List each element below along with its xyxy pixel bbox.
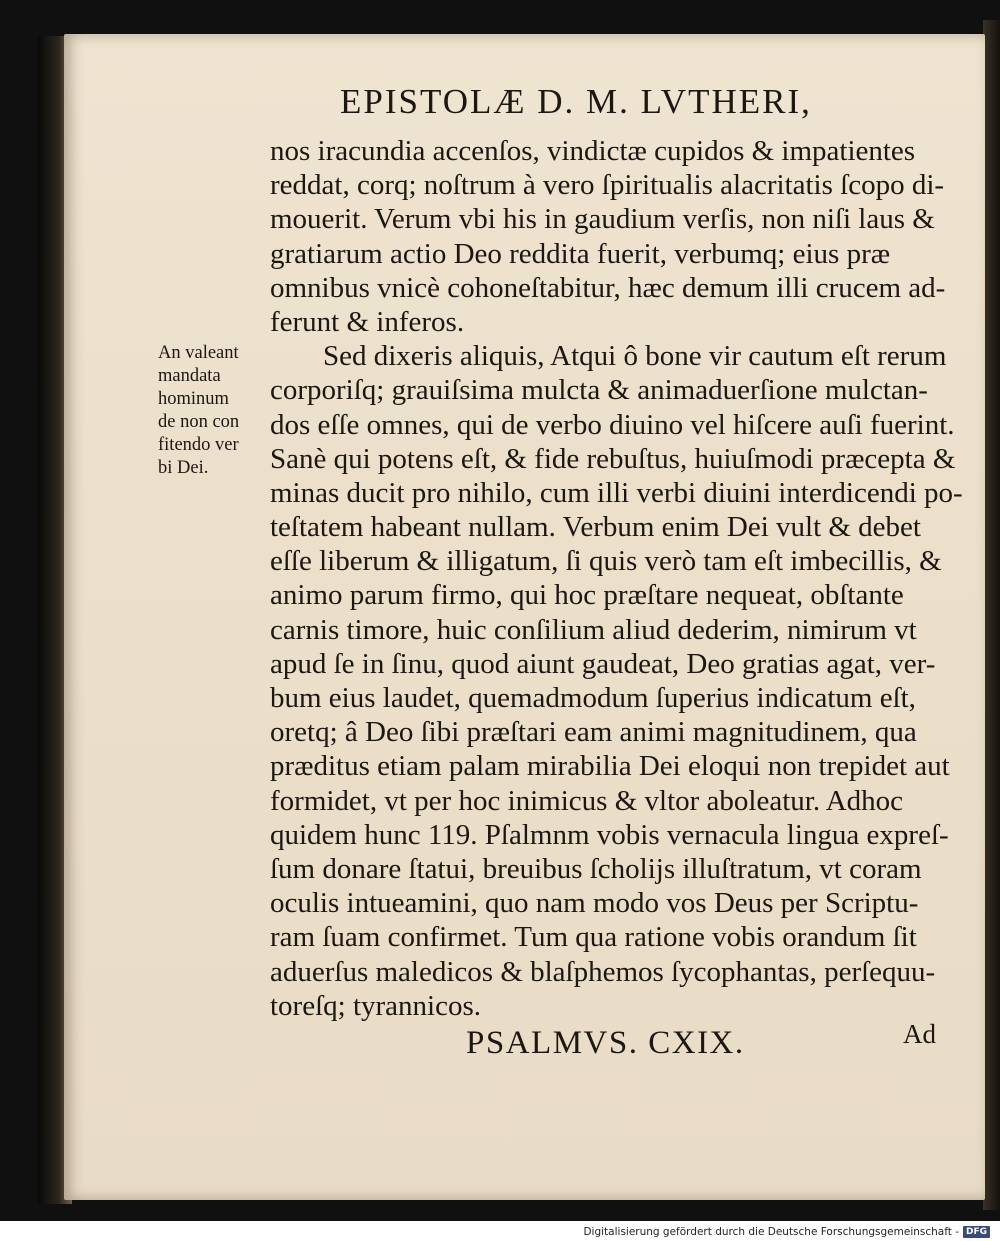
margin-note-line: de non con — [158, 412, 240, 432]
page-edge-strip — [983, 20, 1000, 1210]
text-line: toreſq; tyrannicos. — [270, 989, 482, 1022]
text-line: aduerſus maledicos & blaſphemos ſycophantas, perſequu- — [270, 955, 936, 988]
margin-note-line: fitendo ver — [158, 435, 239, 455]
body-text — [270, 134, 963, 1023]
text-line: ſum donare ſtatui, breuibus ſcholijs illuſtratum, vt coram — [270, 852, 922, 885]
text-line: ram ſuam confirmet. Tum qua ratione vobis orandum ſit — [270, 921, 917, 954]
text-line: ferunt & inferos. — [270, 305, 465, 338]
text-line: corporiſq; grauiſsima mulcta & animaduerſione mulctan- — [270, 374, 928, 407]
catchword: Ad — [903, 1019, 936, 1049]
margin-note-line: mandata — [158, 366, 221, 386]
text-line: animo parum firmo, qui hoc præſtare nequeat, obſtante — [270, 579, 904, 612]
text-line: minas ducit pro nihilo, cum illi verbi diuini interdicendi po- — [270, 476, 963, 509]
running-head: EPISTOLÆ D. M. LVTHERI, — [340, 82, 812, 121]
text-line: formidet, vt per hoc inimicus & vltor aboleatur. Adhoc — [270, 784, 904, 817]
text-line: oculis intueamini, quo nam modo vos Deus per Scriptu- — [270, 887, 919, 920]
margin-note-line: hominum — [158, 389, 229, 409]
text-line: præditus etiam palam mirabilia Dei eloqui non trepidet aut — [270, 750, 950, 783]
text-line: gratiarum actio Deo reddita fuerit, verbumq; eius præ — [270, 237, 891, 270]
text-line: bum eius laudet, quemadmodum ſuperius indicatum eſt, — [270, 682, 916, 714]
text-line: nos iracundia accenſos, vindictæ cupidos & impatientes — [270, 135, 916, 167]
footer-credit-text: Digitalisierung gefördert durch die Deutsche Forschungsgemeinschaft - — [583, 1226, 959, 1238]
text-line: teſtatem habeant nullam. Verbum enim Dei vult & debet — [270, 511, 921, 544]
text-line: carnis timore, huic conſilium aliud dederim, nimirum vt — [270, 613, 917, 646]
text-line: eſſe liberum & illigatum, ſi quis verò tam eſt imbecillis, & — [270, 545, 942, 578]
margin-note-line: bi Dei. — [158, 458, 209, 478]
digitization-footer — [583, 1224, 990, 1240]
text-line: apud ſe in ſinu, quod aiunt gaudeat, Deo gratias agat, ver- — [270, 647, 936, 680]
text-line: Sed dixeris aliquis, Atqui ô bone vir cautum eſt rerum — [323, 340, 947, 373]
text-line: Sanè qui potens eſt, & fide rebuſtus, huiuſmodi præcepta & — [270, 442, 956, 475]
text-line: oretq; â Deo ſibi præſtari eam animi magnitudinem, qua — [270, 716, 917, 749]
dfg-logo: DFG — [963, 1226, 990, 1238]
section-title: PSALMVS. CXIX. — [466, 1025, 745, 1061]
margin-note-line: An valeant — [158, 343, 239, 363]
text-line: reddat, corq; noſtrum à vero ſpiritualis alacritatis ſcopo di- — [270, 169, 945, 202]
text-line: omnibus vnicè cohoneſtabitur, hæc demum illi crucem ad- — [270, 271, 946, 304]
text-line: quidem hunc 119. Pſalmnm vobis vernacula lingua expreſ- — [270, 818, 949, 851]
text-line: dos eſſe omnes, qui de verbo diuino vel hiſcere auſi fuerint. — [270, 408, 955, 441]
margin-note — [158, 342, 268, 480]
text-line: mouerit. Verum vbi his in gaudium verſis, non niſi laus & — [270, 203, 935, 236]
